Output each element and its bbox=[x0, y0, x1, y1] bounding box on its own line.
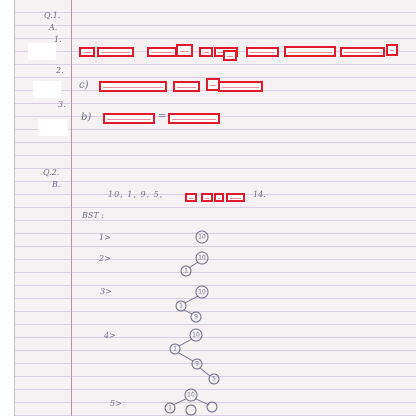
tree5-node-mid bbox=[186, 405, 196, 415]
item-1-label: 1. bbox=[54, 35, 62, 44]
svg-text:1: 1 bbox=[168, 404, 172, 412]
tree3-node-10 bbox=[196, 286, 208, 298]
svg-text:10: 10 bbox=[192, 331, 200, 339]
svg-text:10: 10 bbox=[198, 288, 206, 296]
item-2-label: 2. bbox=[56, 66, 64, 75]
tree3-edge-1-9 bbox=[184, 310, 192, 314]
tree4-edge-10-1 bbox=[179, 339, 192, 346]
tree4-edge-1-9 bbox=[179, 353, 193, 361]
step-1-label: 1> bbox=[99, 233, 111, 242]
equals-sign: = bbox=[158, 111, 167, 122]
tree4-node-9 bbox=[192, 359, 202, 369]
tree5-node-right bbox=[207, 402, 217, 412]
step-4-label: 4> bbox=[104, 331, 116, 340]
part-c-prefix: c) bbox=[79, 80, 89, 91]
svg-text:10: 10 bbox=[187, 391, 195, 399]
tree1-node-10-label: 10 bbox=[198, 233, 206, 241]
tree5-node-10 bbox=[185, 389, 197, 401]
q2-part-b: B. bbox=[52, 180, 61, 189]
tree2-node-10 bbox=[196, 252, 208, 264]
step-5-label: 5> bbox=[110, 399, 122, 408]
q1-label: Q.1. bbox=[44, 11, 61, 20]
tree3-edge-10-1 bbox=[185, 296, 198, 303]
bst-heading: BST : bbox=[82, 211, 104, 220]
svg-text:5: 5 bbox=[212, 375, 216, 383]
tree5-edge-10-1 bbox=[173, 399, 186, 405]
tree3-node-1 bbox=[176, 301, 186, 311]
q1-part-a: A. bbox=[49, 23, 58, 32]
tree4-edge-9-5 bbox=[200, 368, 210, 376]
tree4-node-1 bbox=[170, 344, 180, 354]
tree3-node-9 bbox=[191, 312, 201, 322]
svg-text:10: 10 bbox=[198, 254, 206, 262]
part-b-prefix: b) bbox=[81, 112, 92, 123]
tree5-edge-10-right bbox=[196, 399, 209, 405]
tree4-node-5 bbox=[209, 374, 219, 384]
step-3-label: 3> bbox=[100, 287, 112, 296]
tree1-node-10 bbox=[196, 231, 208, 243]
item-3-label: 3. bbox=[58, 100, 66, 109]
sequence-text: 10, 1, 9, 5, bbox=[108, 190, 164, 199]
q2-label: Q.2. bbox=[43, 168, 60, 177]
svg-text:1: 1 bbox=[173, 345, 177, 353]
sequence-end: 14. bbox=[253, 190, 266, 199]
step-2-label: 2> bbox=[99, 254, 111, 263]
svg-text:1: 1 bbox=[184, 267, 188, 275]
tree2-node-1 bbox=[181, 266, 191, 276]
tree2-edge-10-1 bbox=[189, 262, 198, 268]
svg-text:1: 1 bbox=[179, 302, 183, 310]
tree5-node-1 bbox=[165, 403, 175, 413]
tree4-node-10 bbox=[190, 329, 202, 341]
svg-text:9: 9 bbox=[195, 360, 199, 368]
svg-text:9: 9 bbox=[194, 313, 198, 321]
